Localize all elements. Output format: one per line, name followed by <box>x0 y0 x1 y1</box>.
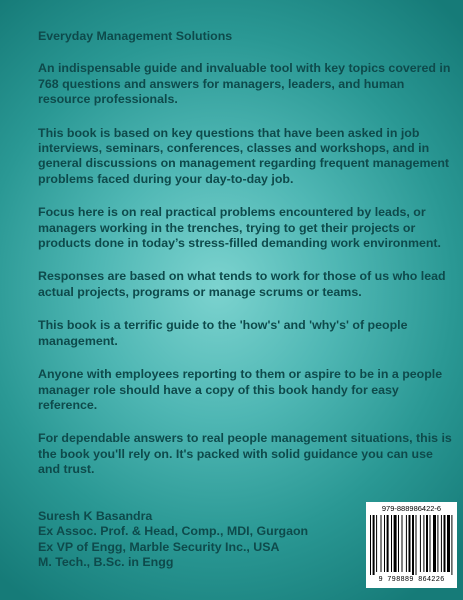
barcode-bar <box>381 515 382 572</box>
book-title: Everyday Management Solutions <box>38 29 233 43</box>
barcode-bar <box>437 515 438 572</box>
barcode-bar <box>384 515 385 572</box>
barcode-bar <box>387 515 389 572</box>
barcode-bar <box>406 515 407 572</box>
barcode-digits: 9 798889 864226 <box>378 576 445 584</box>
author-credential-1: Ex Assoc. Prof. & Head, Comp., MDI, Gurgaon <box>38 524 309 539</box>
paragraph-intro: An indispensable guide and invaluable tool with key topics covered in 768 questions and answers for managers, leaders, and human resource professionals. <box>38 61 451 107</box>
barcode-bar <box>444 515 446 572</box>
author-name: Suresh K Basandra <box>38 509 153 523</box>
barcode-bar <box>423 515 424 572</box>
barcode-bar <box>409 515 411 572</box>
barcode-bar <box>412 515 414 575</box>
paragraph-basis: This book is based on key questions that have been asked in job interviews, seminars, conferences, classes and workshops, and in general discussions on management regarding frequent management problems faced during your day-to-day job. <box>38 125 450 186</box>
barcode-bar <box>373 515 375 575</box>
barcode-bar <box>402 515 403 572</box>
cover-body <box>38 29 453 496</box>
barcode-bar <box>394 515 397 572</box>
barcode-bar <box>430 515 431 572</box>
paragraph-audience: Anyone with employees reporting to them or aspire to be in a people manager role should have a copy of this book handy for easy reference. <box>38 367 443 412</box>
paragraph-guide: This book is a terrific guide to the 'how's' and 'why's' of people management. <box>38 318 408 348</box>
barcode-bar <box>376 515 377 572</box>
barcode-bar <box>447 515 450 572</box>
author-block <box>38 509 338 571</box>
barcode-bar <box>433 515 436 572</box>
barcode-bar <box>451 515 452 575</box>
author-credential-3: M. Tech., B.Sc. in Engg <box>38 555 174 570</box>
paragraph-focus: Focus here is on real practical problems encountered by leads, or managers working in the trenches, trying to get their projects or products done in today’s stress-filled demanding work environment. <box>38 205 441 251</box>
paragraph-closing: For dependable answers to real people management situations, this is the book you'll rely on. It's packed with solid guidance you can use and trust. <box>38 431 452 477</box>
barcode-bar <box>416 515 417 575</box>
isbn-barcode-box <box>366 502 457 588</box>
barcode-bar <box>420 515 421 572</box>
barcode-bar <box>370 515 371 575</box>
barcode-bar <box>398 515 399 572</box>
paragraph-responses: Responses are based on what tends to work for those of us who lead actual projects, programs or manage scrums or teams. <box>38 269 446 299</box>
barcode-bar <box>441 515 442 572</box>
barcode-bar <box>391 515 392 572</box>
barcode-bar <box>426 515 428 572</box>
isbn-label: 979-888986422-6 <box>381 504 442 513</box>
author-credential-2: Ex VP of Engg, Marble Security Inc., USA <box>38 539 280 554</box>
barcode-graphic <box>370 515 453 575</box>
